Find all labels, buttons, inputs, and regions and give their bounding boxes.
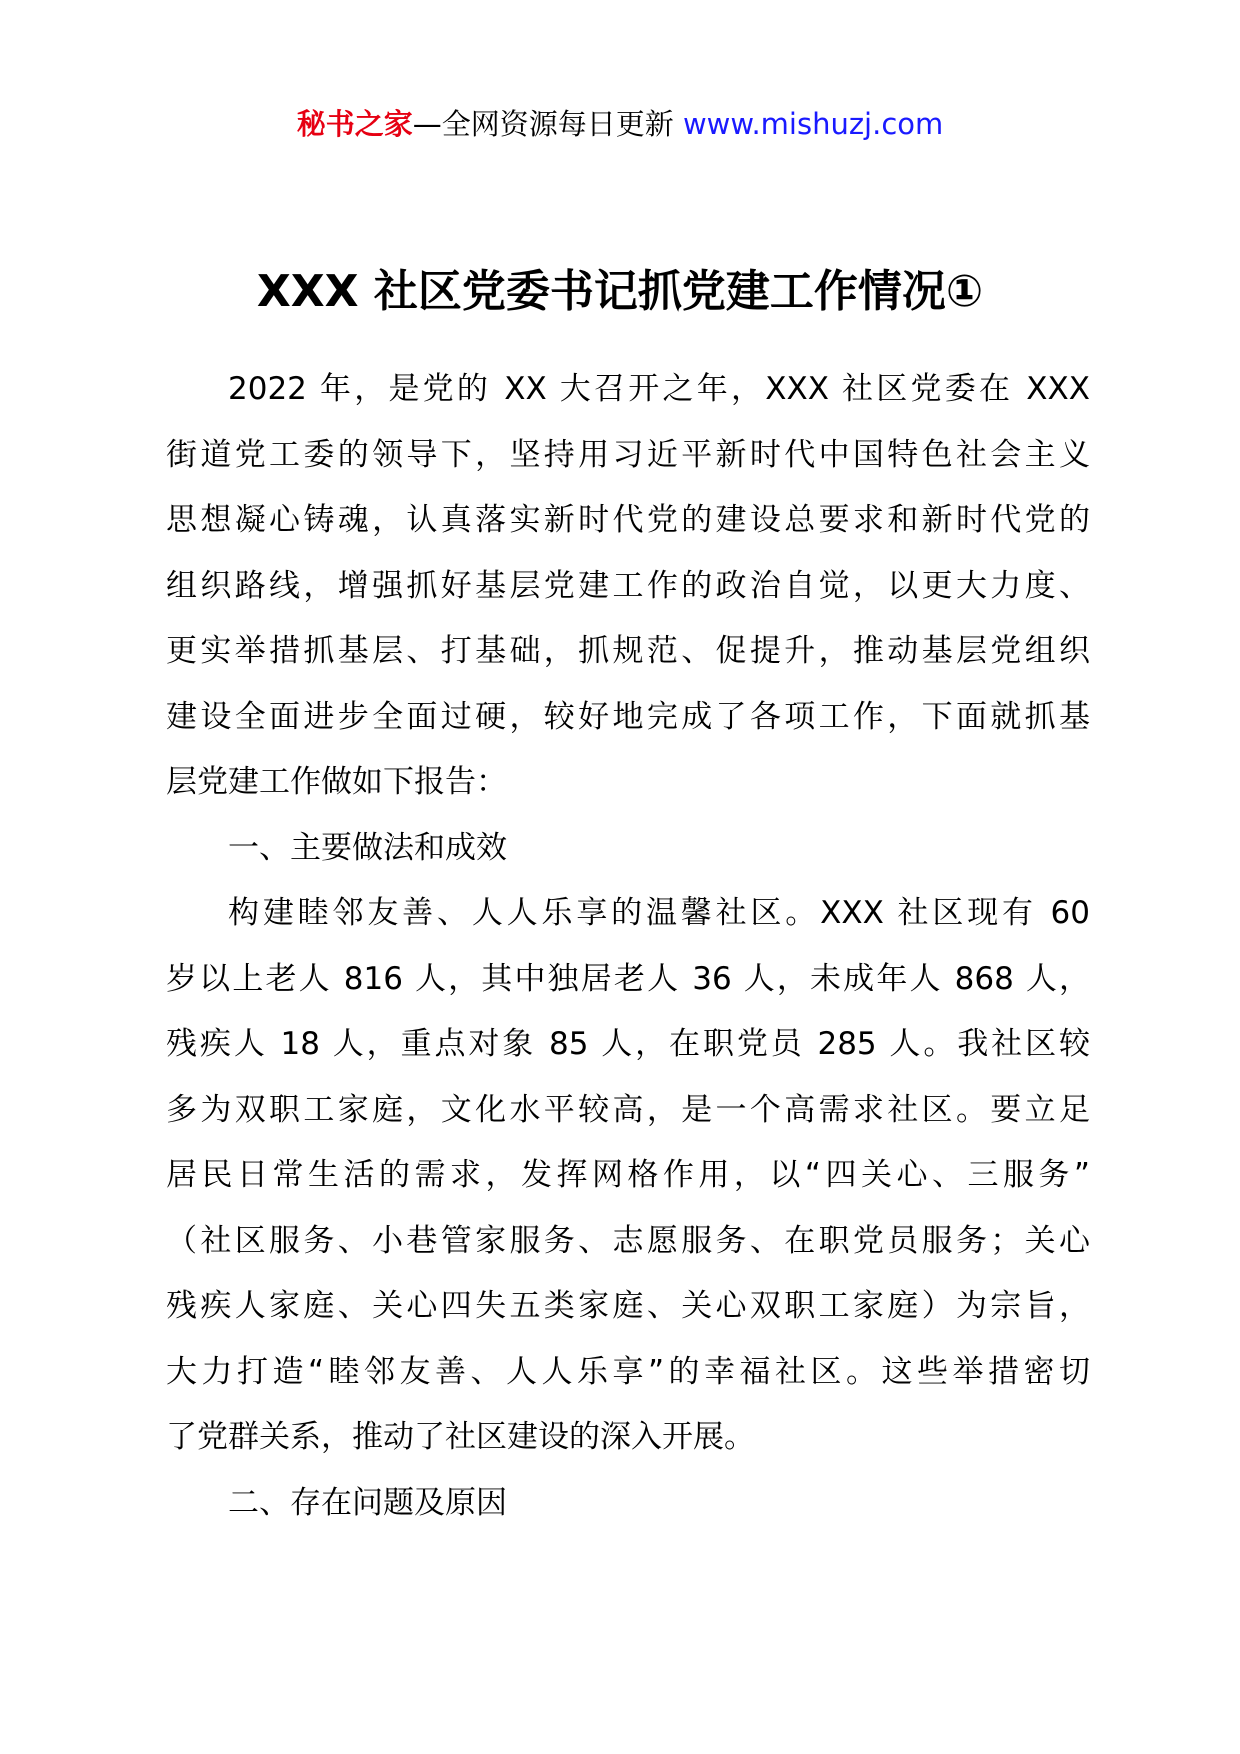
intro-paragraph bbox=[166, 357, 1090, 816]
site-brand: 秘书之家 bbox=[296, 107, 413, 141]
site-url-link[interactable]: www.mishuzj.com bbox=[682, 107, 944, 141]
document-body bbox=[166, 357, 1090, 1536]
document-title: XXX 社区党委书记抓党建工作情况① bbox=[256, 266, 984, 317]
paragraph-line: 街道党工委的领导下，坚持用习近平新时代中国特色社会主义 bbox=[166, 436, 1090, 473]
paragraph-line: （社区服务、小巷管家服务、志愿服务、在职党员服务；关心 bbox=[166, 1222, 1090, 1259]
paragraph-line: 层党建工作做如下报告： bbox=[166, 764, 507, 800]
paragraph-line: 构建睦邻友善、人人乐享的温馨社区。XXX 社区现有 60 bbox=[228, 895, 1090, 931]
paragraph-line: 多为双职工家庭，文化水平较高，是一个高需求社区。要立足 bbox=[166, 1091, 1090, 1128]
site-tagline: —全网资源每日更新 bbox=[412, 107, 683, 141]
paragraph-line: 组织路线，增强抓好基层党建工作的政治自觉，以更大力度、 bbox=[166, 567, 1090, 604]
paragraph-line: 残疾人 18 人，重点对象 85 人，在职党员 285 人。我社区较 bbox=[166, 1026, 1090, 1062]
paragraph-line: 思想凝心铸魂，认真落实新时代党的建设总要求和新时代党的 bbox=[166, 502, 1090, 538]
paragraph-line: 岁以上老人 816 人，其中独居老人 36 人，未成年人 868 人， bbox=[166, 960, 1090, 997]
paragraph-line: 2022 年，是党的 XX 大召开之年，XXX 社区党委在 XXX bbox=[228, 371, 1090, 407]
section1-paragraph bbox=[166, 881, 1090, 1471]
section-heading-2: 二、存在问题及原因 bbox=[228, 1484, 507, 1521]
paragraph-line: 居民日常生活的需求，发挥网格作用，以“四关心、三服务” bbox=[166, 1157, 1090, 1193]
paragraph-line: 更实举措抓基层、打基础，抓规范、促提升，推动基层党组织 bbox=[166, 633, 1090, 669]
paragraph-line: 大力打造“睦邻友善、人人乐享”的幸福社区。这些举措密切 bbox=[166, 1353, 1090, 1390]
paragraph-line: 残疾人家庭、关心四失五类家庭、关心双职工家庭）为宗旨， bbox=[166, 1288, 1090, 1324]
section-heading-1: 一、主要做法和成效 bbox=[228, 829, 507, 866]
paragraph-line: 了党群关系，推动了社区建设的深入开展。 bbox=[166, 1419, 755, 1455]
paragraph-line: 建设全面进步全面过硬，较好地完成了各项工作，下面就抓基 bbox=[166, 698, 1090, 735]
site-header bbox=[0, 104, 1240, 144]
